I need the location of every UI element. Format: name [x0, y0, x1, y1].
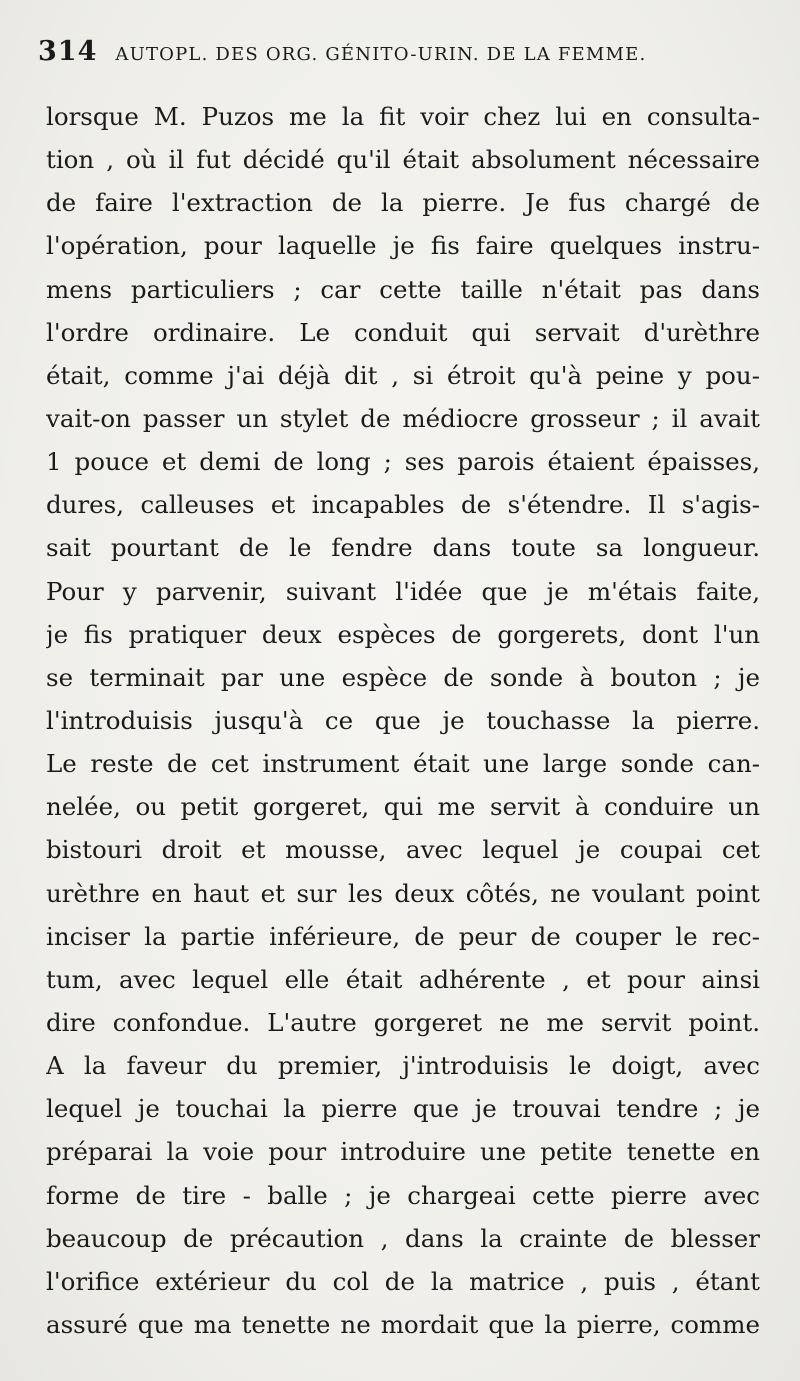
text-line: dire confondue. L'autre gorgeret ne me servit point. — [46, 1007, 760, 1037]
text-line: vait-on passer un stylet de médiocre grosseur ; il avait — [46, 403, 760, 433]
text-line: assuré que ma tenette ne mordait que la pierre, comme — [46, 1309, 760, 1339]
text-line: forme de tire - balle ; je chargeai cette pierre avec — [46, 1180, 760, 1210]
text-line: nelée, ou petit gorgeret, qui me servit à conduire un — [46, 792, 760, 822]
text-line: dures, calleuses et incapables de s'étendre. Il s'agis- — [46, 490, 760, 520]
text-line: bistouri droit et mousse, avec lequel je coupai cet — [46, 835, 760, 865]
page-number: 314 — [38, 36, 98, 67]
text-line: de faire l'extraction de la pierre. Je fus chargé de — [46, 188, 760, 218]
text-line: urèthre en haut et sur les deux côtés, ne voulant point — [46, 878, 760, 908]
text-line: tion , où il fut décidé qu'il était absolument nécessaire — [46, 145, 760, 175]
text-line: tum, avec lequel elle était adhérente , et pour ainsi — [46, 964, 760, 994]
text-line: Le reste de cet instrument était une large sonde can- — [46, 749, 760, 779]
text-line: inciser la partie inférieure, de peur de couper le rec- — [46, 921, 760, 951]
text-line: l'ordre ordinaire. Le conduit qui servait d'urèthre — [46, 317, 760, 347]
page-header — [38, 36, 758, 76]
text-line: l'orifice extérieur du col de la matrice , puis , étant — [46, 1266, 760, 1296]
text-line: mens particuliers ; car cette taille n'était pas dans — [46, 274, 760, 304]
body-text — [46, 95, 760, 1346]
text-line: 1 pouce et demi de long ; ses parois étaient épaisses, — [46, 447, 760, 477]
text-line: lequel je touchai la pierre que je trouvai tendre ; je — [46, 1094, 760, 1124]
text-line: l'opération, pour laquelle je fis faire quelques instru- — [46, 231, 760, 261]
text-line: beaucoup de précaution , dans la crainte de blesser — [46, 1223, 760, 1253]
running-head: AUTOPL. DES ORG. GÉNITO-URIN. DE LA FEMME. — [115, 44, 647, 65]
text-line: je fis pratiquer deux espèces de gorgerets, dont l'un — [46, 619, 760, 649]
text-line: A la faveur du premier, j'introduisis le doigt, avec — [46, 1051, 760, 1081]
text-line: sait pourtant de le fendre dans toute sa longueur. — [46, 533, 760, 563]
text-line: Pour y parvenir, suivant l'idée que je m'étais faite, — [46, 576, 760, 606]
text-line: l'introduisis jusqu'à ce que je touchasse la pierre. — [46, 705, 760, 735]
text-line: lorsque M. Puzos me la fit voir chez lui en consulta- — [46, 102, 760, 131]
text-line: était, comme j'ai déjà dit , si étroit qu'à peine y pou- — [46, 360, 760, 390]
text-line: se terminait par une espèce de sonde à bouton ; je — [46, 662, 760, 692]
text-line: préparai la voie pour introduire une petite tenette en — [46, 1137, 760, 1167]
